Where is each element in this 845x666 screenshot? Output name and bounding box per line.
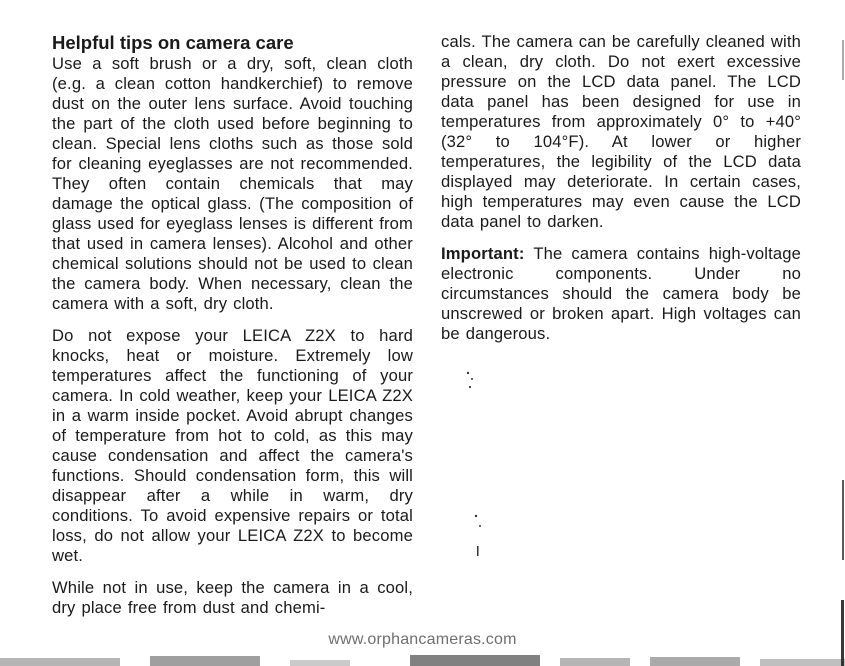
important-text: The camera contains high-voltage electronic components. Under no circumstances should the camera body be unscrewed or broken apart. High voltages can be dangerous. [441,244,801,343]
paragraph-handling: Do not expose your LEICA Z2X to hard knocks, heat or moisture. Extremely low temperatures affect the functioning of your camera. In cold weather, keep your LEICA Z2X in a warm inside pocket. Avoid abrupt changes of temperature from hot to cold, as this may cause condensation and affect the camera's functions. Should condensation form, this will disappear after a while in warm, dry conditions. To avoid expensive repairs or total loss, do not allow your LEICA Z2X to become wet. [52,326,413,565]
important-label: Important: [441,244,525,263]
scan-speck-upper [462,365,482,405]
section-heading: Helpful tips on camera care [52,32,294,53]
paragraph-storage: While not in use, keep the camera in a cool, dry place free from dust and chemi- [52,578,413,617]
right-column [441,32,801,356]
left-column [52,32,413,630]
paragraph-lcd-care: cals. The camera can be carefully cleaned with a clean, dry cloth. Do not exert excessive pressure on the LCD data panel. The LCD data panel has been designed for use in temperatures from approximately 0° to +40° (32° to 104°F). At lower or higher temperatures, the legibility of the LCD data displayed may deteriorate. In certain cases, high temperatures may even cause the LCD data panel to darken. [441,32,801,231]
scan-edge-right [837,0,845,666]
scan-noise-bottom [0,652,845,666]
paragraph-lens-cleaning: Use a soft brush or a dry, soft, clean cloth (e.g. a clean cotton handkerchief) to remove dust on the outer lens surface. Avoid touching the part of the cloth used before beginning to clean. Special lens cloths such as those sold for cleaning eyeglasses are not recommended. They often contain chemicals that may damage the optical glass. (The composition of glass used for eyeglass lenses is different from that used in camera lenses). Alcohol and other chemical solutions should not be used to clean the camera body. When necessary, clean the camera with a soft, dry cloth. [52,54,413,313]
scan-speck-lower [470,510,490,560]
source-url: www.orphancameras.com [328,631,517,648]
paragraph-important [441,244,801,344]
